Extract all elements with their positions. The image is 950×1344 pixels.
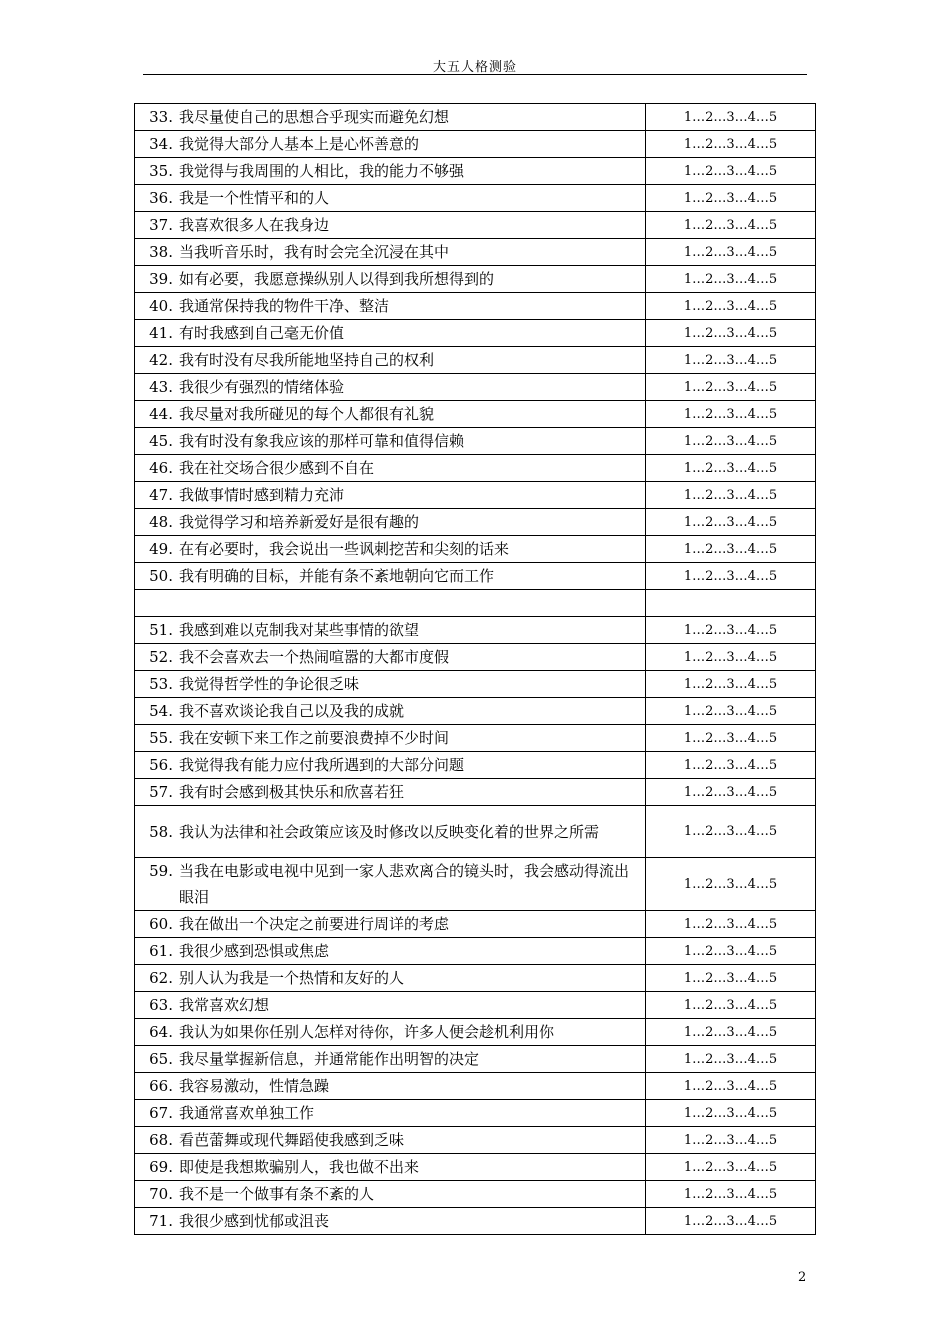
question-number: 50.	[149, 567, 173, 585]
question-row	[135, 212, 816, 239]
question-cell	[135, 212, 646, 239]
question-text: 我很少感到恐惧或焦虑	[179, 942, 330, 960]
question-row	[135, 1019, 816, 1046]
rating-scale[interactable]: 1…2…3…4…5	[646, 266, 816, 293]
rating-scale[interactable]: 1…2…3…4…5	[646, 563, 816, 590]
question-number: 42.	[149, 351, 173, 369]
rating-scale[interactable]: 1…2…3…4…5	[646, 671, 816, 698]
question-row	[135, 911, 816, 938]
question-row	[135, 965, 816, 992]
question-text: 我觉得学习和培养新爱好是很有趣的	[179, 513, 420, 531]
question-cell	[135, 104, 646, 131]
question-row	[135, 1073, 816, 1100]
question-number: 64.	[149, 1023, 173, 1041]
question-row	[135, 1181, 816, 1208]
question-number: 34.	[149, 135, 173, 153]
question-text: 我喜欢很多人在我身边	[179, 216, 330, 234]
rating-scale[interactable]: 1…2…3…4…5	[646, 131, 816, 158]
question-text: 我通常喜欢单独工作	[179, 1104, 315, 1122]
question-cell	[135, 644, 646, 671]
question-text: 看芭蕾舞或现代舞蹈使我感到乏味	[179, 1131, 405, 1149]
question-number: 61.	[149, 942, 173, 960]
question-number: 66.	[149, 1077, 173, 1095]
question-number: 68.	[149, 1131, 173, 1149]
rating-scale[interactable]: 1…2…3…4…5	[646, 428, 816, 455]
question-number: 53.	[149, 675, 173, 693]
question-row	[135, 644, 816, 671]
rating-scale[interactable]: 1…2…3…4…5	[646, 1019, 816, 1046]
rating-scale[interactable]: 1…2…3…4…5	[646, 1208, 816, 1235]
question-cell	[135, 1127, 646, 1154]
question-text: 我不喜欢谈论我自己以及我的成就	[179, 702, 405, 720]
question-cell	[135, 1100, 646, 1127]
question-cell	[135, 992, 646, 1019]
question-text: 我尽量使自己的思想合乎现实而避免幻想	[179, 108, 450, 126]
rating-scale[interactable]: 1…2…3…4…5	[646, 992, 816, 1019]
question-cell	[135, 779, 646, 806]
question-text: 我在社交场合很少感到不自在	[179, 459, 375, 477]
question-text: 我觉得大部分人基本上是心怀善意的	[179, 135, 420, 153]
question-text: 当我听音乐时，我有时会完全沉浸在其中	[179, 243, 450, 261]
question-number: 36.	[149, 189, 173, 207]
question-cell	[135, 158, 646, 185]
question-text: 我觉得哲学性的争论很乏味	[179, 675, 360, 693]
rating-scale[interactable]: 1…2…3…4…5	[646, 725, 816, 752]
question-number: 47.	[149, 486, 173, 504]
question-number: 35.	[149, 162, 173, 180]
question-cell	[135, 293, 646, 320]
question-number: 67.	[149, 1104, 173, 1122]
question-text: 我是一个性情平和的人	[179, 189, 330, 207]
question-row	[135, 131, 816, 158]
rating-scale[interactable]: 1…2…3…4…5	[646, 1100, 816, 1127]
question-cell	[135, 1208, 646, 1235]
question-number: 65.	[149, 1050, 173, 1068]
question-cell	[135, 965, 646, 992]
question-row	[135, 858, 816, 911]
question-number: 33.	[149, 108, 173, 126]
rating-scale[interactable]: 1…2…3…4…5	[646, 455, 816, 482]
blank-cell	[646, 590, 816, 617]
question-row	[135, 992, 816, 1019]
question-row	[135, 536, 816, 563]
rating-scale[interactable]: 1…2…3…4…5	[646, 509, 816, 536]
question-row	[135, 563, 816, 590]
question-number: 51.	[149, 621, 173, 639]
question-text: 我不会喜欢去一个热闹喧嚣的大都市度假	[179, 648, 450, 666]
question-row	[135, 401, 816, 428]
question-text: 有时我感到自己毫无价值	[179, 324, 345, 342]
question-cell	[135, 806, 646, 858]
question-row	[135, 455, 816, 482]
question-number: 54.	[149, 702, 173, 720]
rating-scale[interactable]: 1…2…3…4…5	[646, 617, 816, 644]
rating-scale[interactable]: 1…2…3…4…5	[646, 158, 816, 185]
question-number: 52.	[149, 648, 173, 666]
rating-scale[interactable]: 1…2…3…4…5	[646, 858, 816, 911]
rating-scale[interactable]: 1…2…3…4…5	[646, 1154, 816, 1181]
question-cell	[135, 858, 646, 911]
question-row	[135, 320, 816, 347]
question-cell	[135, 266, 646, 293]
question-cell	[135, 185, 646, 212]
question-cell	[135, 938, 646, 965]
question-cell	[135, 401, 646, 428]
question-number: 55.	[149, 729, 173, 747]
rating-scale[interactable]: 1…2…3…4…5	[646, 806, 816, 858]
question-row	[135, 617, 816, 644]
question-number: 59.	[149, 862, 173, 880]
rating-scale[interactable]: 1…2…3…4…5	[646, 1127, 816, 1154]
question-row	[135, 266, 816, 293]
question-cell	[135, 239, 646, 266]
question-cell	[135, 509, 646, 536]
question-number: 44.	[149, 405, 173, 423]
question-row	[135, 1046, 816, 1073]
question-text: 我在做出一个决定之前要进行周详的考虑	[179, 915, 450, 933]
question-cell	[135, 1154, 646, 1181]
question-cell	[135, 1019, 646, 1046]
question-cell	[135, 725, 646, 752]
question-number: 70.	[149, 1185, 173, 1203]
question-text: 我做事情时感到精力充沛	[179, 486, 345, 504]
question-cell	[135, 911, 646, 938]
rating-scale[interactable]: 1…2…3…4…5	[646, 185, 816, 212]
rating-scale[interactable]: 1…2…3…4…5	[646, 347, 816, 374]
question-text: 我有时没有尽我所能地坚持自己的权利	[179, 351, 435, 369]
rating-scale[interactable]: 1…2…3…4…5	[646, 374, 816, 401]
question-row	[135, 1208, 816, 1235]
question-cell	[135, 1046, 646, 1073]
question-cell	[135, 563, 646, 590]
rating-scale[interactable]: 1…2…3…4…5	[646, 482, 816, 509]
question-text: 如有必要，我愿意操纵别人以得到我所想得到的	[179, 270, 495, 288]
question-number: 48.	[149, 513, 173, 531]
question-row	[135, 482, 816, 509]
question-row	[135, 428, 816, 455]
rating-scale[interactable]: 1…2…3…4…5	[646, 104, 816, 131]
blank-cell	[135, 590, 646, 617]
question-text: 我尽量对我所碰见的每个人都很有礼貌	[179, 405, 435, 423]
question-cell	[135, 752, 646, 779]
question-cell	[135, 1181, 646, 1208]
rating-scale[interactable]: 1…2…3…4…5	[646, 779, 816, 806]
page-number: 2	[798, 1270, 807, 1285]
question-text: 我通常保持我的物件干净、整洁	[179, 297, 390, 315]
question-row	[135, 374, 816, 401]
question-row	[135, 158, 816, 185]
question-text: 我感到难以克制我对某些事情的欲望	[179, 621, 420, 639]
question-number: 58.	[149, 822, 173, 841]
question-text: 我常喜欢幻想	[179, 996, 270, 1014]
question-number: 46.	[149, 459, 173, 477]
question-number: 39.	[149, 270, 173, 288]
question-row	[135, 725, 816, 752]
question-text: 我有明确的目标，并能有条不紊地朝向它而工作	[179, 567, 495, 585]
question-row	[135, 1100, 816, 1127]
rating-scale[interactable]: 1…2…3…4…5	[646, 401, 816, 428]
question-row	[135, 185, 816, 212]
question-cell	[135, 671, 646, 698]
question-text: 我很少有强烈的情绪体验	[179, 378, 345, 396]
rating-scale[interactable]: 1…2…3…4…5	[646, 938, 816, 965]
rating-scale[interactable]: 1…2…3…4…5	[646, 644, 816, 671]
question-cell	[135, 482, 646, 509]
question-cell	[135, 374, 646, 401]
question-number: 63.	[149, 996, 173, 1014]
rating-scale[interactable]: 1…2…3…4…5	[646, 1073, 816, 1100]
question-number: 37.	[149, 216, 173, 234]
question-number: 40.	[149, 297, 173, 315]
rating-scale[interactable]: 1…2…3…4…5	[646, 536, 816, 563]
question-row	[135, 293, 816, 320]
question-row	[135, 671, 816, 698]
question-number: 49.	[149, 540, 173, 558]
page-header-title: 大五人格测验	[432, 60, 517, 75]
question-row	[135, 1154, 816, 1181]
question-text: 我在安顿下来工作之前要浪费掉不少时间	[179, 729, 450, 747]
rating-scale[interactable]: 1…2…3…4…5	[646, 752, 816, 779]
question-text: 在有必要时，我会说出一些讽刺挖苦和尖刻的话来	[179, 540, 510, 558]
rating-scale[interactable]: 1…2…3…4…5	[646, 293, 816, 320]
question-text: 我容易激动，性情急躁	[179, 1077, 330, 1095]
question-text: 别人认为我是一个热情和友好的人	[179, 969, 405, 987]
rating-scale[interactable]: 1…2…3…4…5	[646, 212, 816, 239]
question-row	[135, 752, 816, 779]
rating-scale[interactable]: 1…2…3…4…5	[646, 1181, 816, 1208]
question-row	[135, 347, 816, 374]
header-rule	[143, 74, 807, 75]
question-text: 我不是一个做事有条不紊的人	[179, 1185, 375, 1203]
question-cell	[135, 320, 646, 347]
question-text: 当我在电影或电视中见到一家人悲欢离合的镜头时，我会感动得流出眼泪	[179, 862, 630, 906]
rating-scale[interactable]: 1…2…3…4…5	[646, 239, 816, 266]
question-number: 62.	[149, 969, 173, 987]
question-row	[135, 938, 816, 965]
question-row	[135, 104, 816, 131]
question-row	[135, 779, 816, 806]
question-text: 我觉得与我周围的人相比，我的能力不够强	[179, 162, 465, 180]
question-text: 我很少感到忧郁或沮丧	[179, 1212, 330, 1230]
question-row	[135, 509, 816, 536]
question-text: 我有时会感到极其快乐和欣喜若狂	[179, 783, 405, 801]
rating-scale[interactable]: 1…2…3…4…5	[646, 1046, 816, 1073]
question-cell	[135, 131, 646, 158]
question-cell	[135, 455, 646, 482]
questionnaire-body	[135, 104, 816, 1235]
question-number: 60.	[149, 915, 173, 933]
question-text: 我认为法律和社会政策应该及时修改以反映变化着的世界之所需	[179, 822, 600, 841]
question-cell	[135, 347, 646, 374]
question-cell	[135, 698, 646, 725]
question-row	[135, 239, 816, 266]
question-cell	[135, 617, 646, 644]
question-text: 即使是我想欺骗别人，我也做不出来	[179, 1158, 420, 1176]
question-cell	[135, 428, 646, 455]
question-row	[135, 1127, 816, 1154]
question-number: 56.	[149, 756, 173, 774]
question-text: 我有时没有象我应该的那样可靠和值得信赖	[179, 432, 465, 450]
question-number: 57.	[149, 783, 173, 801]
rating-scale[interactable]: 1…2…3…4…5	[646, 911, 816, 938]
question-number: 69.	[149, 1158, 173, 1176]
question-row	[135, 806, 816, 858]
question-number: 71.	[149, 1212, 173, 1230]
question-number: 41.	[149, 324, 173, 342]
question-text: 我认为如果你任别人怎样对待你，许多人便会趁机利用你	[179, 1023, 555, 1041]
question-number: 38.	[149, 243, 173, 261]
question-cell	[135, 1073, 646, 1100]
rating-scale[interactable]: 1…2…3…4…5	[646, 320, 816, 347]
question-cell	[135, 536, 646, 563]
rating-scale[interactable]: 1…2…3…4…5	[646, 965, 816, 992]
blank-separator-row	[135, 590, 816, 617]
questionnaire-table	[134, 103, 816, 1235]
rating-scale[interactable]: 1…2…3…4…5	[646, 698, 816, 725]
question-number: 43.	[149, 378, 173, 396]
question-text: 我觉得我有能力应付我所遇到的大部分问题	[179, 756, 465, 774]
question-row	[135, 698, 816, 725]
question-text: 我尽量掌握新信息，并通常能作出明智的决定	[179, 1050, 480, 1068]
question-number: 45.	[149, 432, 173, 450]
